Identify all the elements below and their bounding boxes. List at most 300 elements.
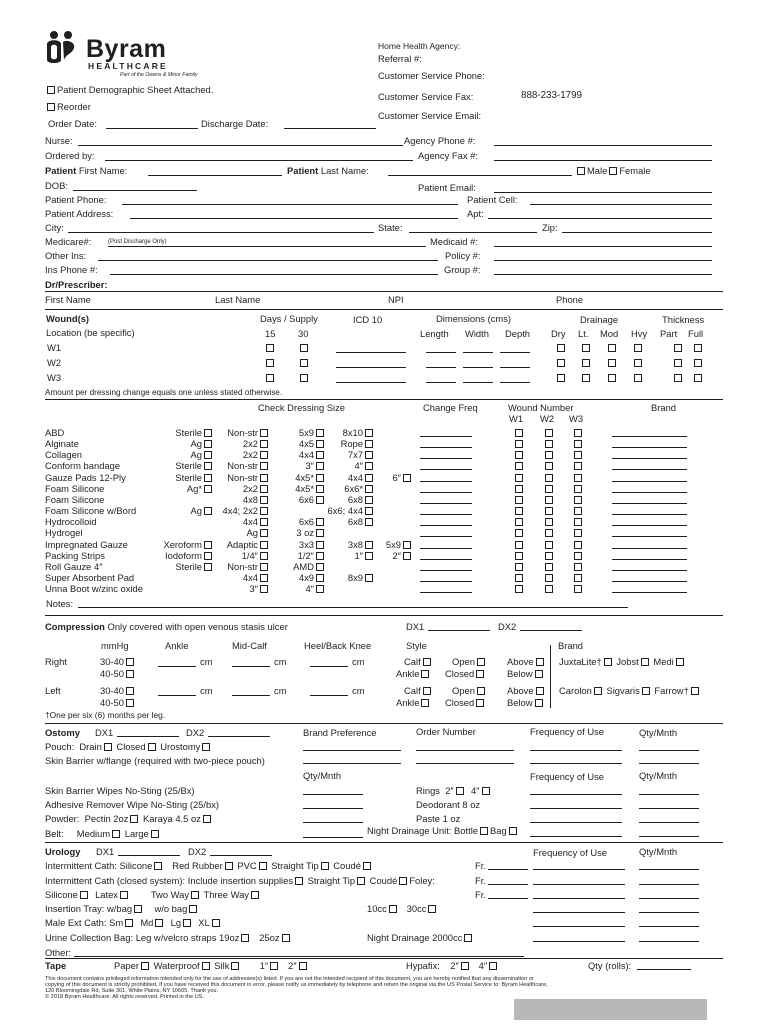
w3-mod-checkbox[interactable]: [608, 374, 616, 382]
dressing-size-checkbox[interactable]: [365, 429, 373, 437]
wound-w3-checkbox[interactable]: [574, 451, 582, 459]
right-30-40-checkbox[interactable]: [126, 658, 134, 666]
compression-dx1-field[interactable]: [428, 630, 490, 631]
paste-freq-field[interactable]: [530, 822, 622, 823]
right-closed-checkbox[interactable]: [476, 670, 484, 678]
dressing-size-checkbox[interactable]: [316, 529, 324, 537]
w1-part-checkbox[interactable]: [674, 344, 682, 352]
ostomy-qty-field-2[interactable]: [639, 763, 699, 764]
change-freq-field[interactable]: [420, 581, 472, 582]
dressing-size-checkbox[interactable]: [316, 462, 324, 470]
wound-w2-checkbox[interactable]: [545, 474, 553, 482]
dressing-size-checkbox[interactable]: [260, 496, 268, 504]
tape-2in-checkbox[interactable]: [299, 962, 307, 970]
wound-w2-checkbox[interactable]: [545, 574, 553, 582]
reorder-option[interactable]: [45, 102, 91, 111]
dressing-size-checkbox[interactable]: [204, 552, 212, 560]
agency-fax-field[interactable]: [494, 160, 712, 161]
left-calf-checkbox[interactable]: [423, 687, 431, 695]
urology-freq-field-6[interactable]: [533, 941, 625, 942]
dressing-size-checkbox[interactable]: [316, 585, 324, 593]
ostomy-brand-field-2[interactable]: [303, 763, 401, 764]
w1-icd-field[interactable]: [336, 352, 406, 353]
dressing-size-checkbox[interactable]: [365, 485, 373, 493]
dressing-size-checkbox[interactable]: [365, 574, 373, 582]
ostomy-order-field-1[interactable]: [416, 750, 514, 751]
wbag-checkbox[interactable]: [134, 905, 142, 913]
wobag-checkbox[interactable]: [189, 905, 197, 913]
night-unit-freq-field[interactable]: [530, 836, 622, 837]
change-freq-field[interactable]: [420, 458, 472, 459]
ostomy-order-field-2[interactable]: [416, 763, 514, 764]
w3-width-field[interactable]: [463, 382, 493, 383]
patient-email-field[interactable]: [494, 192, 712, 193]
zip-field[interactable]: [562, 232, 712, 233]
w1-depth-field[interactable]: [500, 352, 530, 353]
right-ankle-style-checkbox[interactable]: [421, 670, 429, 678]
group-field[interactable]: [494, 274, 712, 275]
fr-field-1[interactable]: [488, 869, 528, 870]
left-below-checkbox[interactable]: [535, 699, 543, 707]
w2-hvy-checkbox[interactable]: [634, 359, 642, 367]
insertion-supplies-checkbox[interactable]: [295, 877, 303, 885]
jobst-checkbox[interactable]: [641, 658, 649, 666]
urology-freq-field-2[interactable]: [533, 884, 625, 885]
dressing-size-checkbox[interactable]: [260, 574, 268, 582]
ostomy-dx1-field[interactable]: [117, 736, 179, 737]
silk-checkbox[interactable]: [231, 962, 239, 970]
w2-length-field[interactable]: [426, 367, 456, 368]
rings-2-checkbox[interactable]: [456, 787, 464, 795]
wound-w1-checkbox[interactable]: [515, 529, 523, 537]
wound-w2-checkbox[interactable]: [545, 462, 553, 470]
urology-dx2-field[interactable]: [210, 855, 272, 856]
notes-field[interactable]: [78, 607, 628, 608]
dressing-size-checkbox[interactable]: [365, 552, 373, 560]
wound-w1-checkbox[interactable]: [515, 541, 523, 549]
wound-w1-checkbox[interactable]: [515, 440, 523, 448]
fr-field-2[interactable]: [488, 884, 528, 885]
dressing-size-checkbox[interactable]: [316, 518, 324, 526]
dressing-brand-field[interactable]: [612, 548, 687, 549]
dressing-brand-field[interactable]: [612, 447, 687, 448]
juxtalite-checkbox[interactable]: [604, 658, 612, 666]
md-checkbox[interactable]: [155, 919, 163, 927]
ordered-by-field[interactable]: [105, 160, 413, 161]
right-below-checkbox[interactable]: [535, 670, 543, 678]
left-open-checkbox[interactable]: [477, 687, 485, 695]
dressing-size-checkbox[interactable]: [260, 541, 268, 549]
dressing-size-checkbox[interactable]: [204, 440, 212, 448]
dressing-size-checkbox[interactable]: [316, 440, 324, 448]
change-freq-field[interactable]: [420, 548, 472, 549]
25oz-checkbox[interactable]: [282, 934, 290, 942]
wound-w2-checkbox[interactable]: [545, 541, 553, 549]
paste-qty-field[interactable]: [639, 822, 699, 823]
tape-1in-checkbox[interactable]: [270, 962, 278, 970]
wipes-qty-field[interactable]: [303, 794, 363, 795]
state-field[interactable]: [409, 232, 537, 233]
demo-sheet-option[interactable]: [45, 85, 213, 94]
right-calf-checkbox[interactable]: [423, 658, 431, 666]
rings-qty-field[interactable]: [639, 794, 699, 795]
dressing-size-checkbox[interactable]: [365, 507, 373, 515]
dressing-size-checkbox[interactable]: [316, 552, 324, 560]
dressing-brand-field[interactable]: [612, 492, 687, 493]
w2-mod-checkbox[interactable]: [608, 359, 616, 367]
dressing-size-checkbox[interactable]: [260, 507, 268, 515]
dressing-brand-field[interactable]: [612, 581, 687, 582]
dressing-brand-field[interactable]: [612, 436, 687, 437]
pectin-checkbox[interactable]: [130, 815, 138, 823]
w1-length-field[interactable]: [426, 352, 456, 353]
urology-freq-field-3[interactable]: [533, 898, 625, 899]
dressing-size-checkbox[interactable]: [316, 496, 324, 504]
change-freq-field[interactable]: [420, 592, 472, 593]
urology-qty-field-4[interactable]: [639, 912, 699, 913]
rings-4-checkbox[interactable]: [482, 787, 490, 795]
wound-w2-checkbox[interactable]: [545, 451, 553, 459]
right-heel-field[interactable]: [310, 666, 348, 667]
dressing-brand-field[interactable]: [612, 592, 687, 593]
dressing-size-checkbox[interactable]: [260, 451, 268, 459]
dressing-brand-field[interactable]: [612, 503, 687, 504]
w3-lt-checkbox[interactable]: [582, 374, 590, 382]
urology-qty-field-2[interactable]: [639, 884, 699, 885]
wound-w3-checkbox[interactable]: [574, 440, 582, 448]
change-freq-field[interactable]: [420, 570, 472, 571]
wound-w1-checkbox[interactable]: [515, 552, 523, 560]
dressing-size-checkbox[interactable]: [365, 440, 373, 448]
w3-icd-field[interactable]: [336, 382, 406, 383]
wound-w3-checkbox[interactable]: [574, 529, 582, 537]
night-unit-qty-field[interactable]: [639, 836, 699, 837]
lg-checkbox[interactable]: [183, 919, 191, 927]
wound-w1-checkbox[interactable]: [515, 485, 523, 493]
w2-icd-field[interactable]: [336, 367, 406, 368]
other-ins-field[interactable]: [98, 260, 438, 261]
wound-w3-checkbox[interactable]: [574, 518, 582, 526]
w2-depth-field[interactable]: [500, 367, 530, 368]
w3-length-field[interactable]: [426, 382, 456, 383]
dressing-size-checkbox[interactable]: [260, 563, 268, 571]
wound-w2-checkbox[interactable]: [545, 529, 553, 537]
w2-lt-checkbox[interactable]: [582, 359, 590, 367]
medicare-field[interactable]: [108, 246, 426, 247]
wound-w1-checkbox[interactable]: [515, 496, 523, 504]
dressing-size-checkbox[interactable]: [204, 507, 212, 515]
left-30-40-checkbox[interactable]: [126, 687, 134, 695]
dressing-size-checkbox[interactable]: [260, 585, 268, 593]
w3-hvy-checkbox[interactable]: [634, 374, 642, 382]
dressing-size-checkbox[interactable]: [316, 563, 324, 571]
urostomy-checkbox[interactable]: [202, 743, 210, 751]
wound-w1-checkbox[interactable]: [515, 518, 523, 526]
dressing-size-checkbox[interactable]: [204, 541, 212, 549]
belt-large-checkbox[interactable]: [151, 830, 159, 838]
urology-qty-field-1[interactable]: [639, 869, 699, 870]
rings-freq-field[interactable]: [530, 794, 622, 795]
remover-qty-field[interactable]: [303, 808, 363, 809]
pvc-checkbox[interactable]: [259, 862, 267, 870]
change-freq-field[interactable]: [420, 503, 472, 504]
dressing-size-checkbox[interactable]: [260, 440, 268, 448]
dressing-brand-field[interactable]: [612, 458, 687, 459]
change-freq-field[interactable]: [420, 447, 472, 448]
dressing-brand-field[interactable]: [612, 536, 687, 537]
wound-w3-checkbox[interactable]: [574, 574, 582, 582]
w3-days-15-checkbox[interactable]: [266, 374, 274, 382]
wound-w1-checkbox[interactable]: [515, 585, 523, 593]
dressing-size-checkbox[interactable]: [365, 496, 373, 504]
change-freq-field[interactable]: [420, 559, 472, 560]
dressing-brand-field[interactable]: [612, 469, 687, 470]
wound-w2-checkbox[interactable]: [545, 552, 553, 560]
ostomy-brand-field-1[interactable]: [303, 750, 401, 751]
change-freq-field[interactable]: [420, 492, 472, 493]
hypafix-2in-checkbox[interactable]: [461, 962, 469, 970]
farrow-checkbox[interactable]: [691, 687, 699, 695]
qty-rolls-field[interactable]: [637, 969, 691, 970]
foley-silicone-checkbox[interactable]: [80, 891, 88, 899]
wound-w2-checkbox[interactable]: [545, 507, 553, 515]
belt-medium-checkbox[interactable]: [112, 830, 120, 838]
dressing-size-checkbox[interactable]: [365, 451, 373, 459]
leg-straps-checkbox[interactable]: [241, 934, 249, 942]
left-40-50-checkbox[interactable]: [126, 699, 134, 707]
nurse-field[interactable]: [78, 145, 403, 146]
w1-full-checkbox[interactable]: [694, 344, 702, 352]
wound-w1-checkbox[interactable]: [515, 474, 523, 482]
drain-checkbox[interactable]: [104, 743, 112, 751]
urology-qty-field-3[interactable]: [639, 898, 699, 899]
male-checkbox[interactable]: [577, 167, 585, 175]
left-ankle-style-checkbox[interactable]: [421, 699, 429, 707]
w1-width-field[interactable]: [463, 352, 493, 353]
apt-field[interactable]: [488, 218, 712, 219]
wound-w3-checkbox[interactable]: [574, 507, 582, 515]
right-open-checkbox[interactable]: [477, 658, 485, 666]
ins-phone-field[interactable]: [110, 274, 438, 275]
wound-w1-checkbox[interactable]: [515, 451, 523, 459]
w1-lt-checkbox[interactable]: [582, 344, 590, 352]
dressing-size-checkbox[interactable]: [365, 462, 373, 470]
fr-field-3[interactable]: [488, 898, 528, 899]
w1-days-30-checkbox[interactable]: [300, 344, 308, 352]
patient-phone-field[interactable]: [122, 204, 458, 205]
wound-w1-checkbox[interactable]: [515, 462, 523, 470]
change-freq-field[interactable]: [420, 436, 472, 437]
dressing-size-checkbox[interactable]: [365, 518, 373, 526]
change-freq-field[interactable]: [420, 525, 472, 526]
urology-dx1-field[interactable]: [118, 855, 180, 856]
w2-days-30-checkbox[interactable]: [300, 359, 308, 367]
w1-dry-checkbox[interactable]: [557, 344, 565, 352]
night-bottle-checkbox[interactable]: [480, 827, 488, 835]
ostomy-freq-field-2[interactable]: [530, 763, 622, 764]
dressing-size-checkbox[interactable]: [316, 485, 324, 493]
change-freq-field[interactable]: [420, 514, 472, 515]
wound-w3-checkbox[interactable]: [574, 496, 582, 504]
policy-field[interactable]: [494, 260, 712, 261]
wound-w2-checkbox[interactable]: [545, 440, 553, 448]
dressing-size-checkbox[interactable]: [260, 462, 268, 470]
urology-freq-field-4[interactable]: [533, 912, 625, 913]
medi-checkbox[interactable]: [676, 658, 684, 666]
ostomy-qty-field-1[interactable]: [639, 750, 699, 751]
female-checkbox[interactable]: [609, 167, 617, 175]
change-freq-field[interactable]: [420, 481, 472, 482]
w2-dry-checkbox[interactable]: [557, 359, 565, 367]
urology-qty-field-5[interactable]: [639, 926, 699, 927]
discharge-date-field[interactable]: [284, 128, 376, 129]
w2-full-checkbox[interactable]: [694, 359, 702, 367]
dressing-brand-field[interactable]: [612, 570, 687, 571]
w3-full-checkbox[interactable]: [694, 374, 702, 382]
ostomy-freq-field-1[interactable]: [530, 750, 622, 751]
city-field[interactable]: [68, 232, 374, 233]
urology-freq-field-1[interactable]: [533, 869, 625, 870]
night-bag-checkbox[interactable]: [509, 827, 517, 835]
closed-pouch-checkbox[interactable]: [148, 743, 156, 751]
urology-freq-field-5[interactable]: [533, 926, 625, 927]
agency-phone-field[interactable]: [494, 145, 712, 146]
dressing-size-checkbox[interactable]: [316, 474, 324, 482]
wound-w1-checkbox[interactable]: [515, 574, 523, 582]
wound-w2-checkbox[interactable]: [545, 585, 553, 593]
reorder-checkbox[interactable]: [47, 103, 55, 111]
dressing-brand-field[interactable]: [612, 481, 687, 482]
demo-sheet-checkbox[interactable]: [47, 86, 55, 94]
dressing-size-checkbox[interactable]: [260, 518, 268, 526]
latex-checkbox[interactable]: [120, 891, 128, 899]
dressing-brand-field[interactable]: [612, 525, 687, 526]
dressing-size-checkbox[interactable]: [204, 451, 212, 459]
right-midcalf-field[interactable]: [232, 666, 270, 667]
wound-w3-checkbox[interactable]: [574, 485, 582, 493]
hypafix-4in-checkbox[interactable]: [489, 962, 497, 970]
change-freq-field[interactable]: [420, 536, 472, 537]
change-freq-field[interactable]: [420, 469, 472, 470]
dressing-size-checkbox[interactable]: [403, 474, 411, 482]
night-2000-checkbox[interactable]: [464, 934, 472, 942]
w3-dry-checkbox[interactable]: [557, 374, 565, 382]
wound-w2-checkbox[interactable]: [545, 485, 553, 493]
dressing-size-checkbox[interactable]: [316, 451, 324, 459]
other-field[interactable]: [74, 956, 524, 957]
dressing-size-checkbox[interactable]: [365, 541, 373, 549]
belt-qty-field[interactable]: [303, 837, 363, 838]
wound-w2-checkbox[interactable]: [545, 563, 553, 571]
right-ankle-field[interactable]: [158, 666, 196, 667]
wound-w2-checkbox[interactable]: [545, 496, 553, 504]
medicaid-field[interactable]: [494, 246, 712, 247]
straight-tip-checkbox[interactable]: [321, 862, 329, 870]
wound-w1-checkbox[interactable]: [515, 429, 523, 437]
dressing-size-checkbox[interactable]: [365, 474, 373, 482]
dressing-size-checkbox[interactable]: [316, 541, 324, 549]
w3-part-checkbox[interactable]: [674, 374, 682, 382]
wound-w3-checkbox[interactable]: [574, 552, 582, 560]
ostomy-dx2-field[interactable]: [208, 736, 270, 737]
dressing-size-checkbox[interactable]: [204, 429, 212, 437]
two-way-checkbox[interactable]: [191, 891, 199, 899]
dressing-size-checkbox[interactable]: [316, 574, 324, 582]
dressing-size-checkbox[interactable]: [260, 552, 268, 560]
w1-days-15-checkbox[interactable]: [266, 344, 274, 352]
w2-width-field[interactable]: [463, 367, 493, 368]
closed-straight-tip-checkbox[interactable]: [357, 877, 365, 885]
left-closed-checkbox[interactable]: [476, 699, 484, 707]
w1-mod-checkbox[interactable]: [608, 344, 616, 352]
dressing-size-checkbox[interactable]: [204, 563, 212, 571]
dob-field[interactable]: [73, 190, 197, 191]
w3-days-30-checkbox[interactable]: [300, 374, 308, 382]
left-above-checkbox[interactable]: [536, 687, 544, 695]
right-40-50-checkbox[interactable]: [126, 670, 134, 678]
dressing-size-checkbox[interactable]: [316, 429, 324, 437]
sm-checkbox[interactable]: [125, 919, 133, 927]
patient-last-name-field[interactable]: [388, 175, 572, 176]
dressing-size-checkbox[interactable]: [260, 474, 268, 482]
patient-address-field[interactable]: [130, 218, 458, 219]
wound-w3-checkbox[interactable]: [574, 585, 582, 593]
carolon-checkbox[interactable]: [594, 687, 602, 695]
30cc-checkbox[interactable]: [428, 905, 436, 913]
deodorant-freq-field[interactable]: [530, 808, 622, 809]
wound-w3-checkbox[interactable]: [574, 563, 582, 571]
wound-w2-checkbox[interactable]: [545, 518, 553, 526]
wound-w3-checkbox[interactable]: [574, 429, 582, 437]
order-date-field[interactable]: [106, 128, 198, 129]
right-above-checkbox[interactable]: [536, 658, 544, 666]
urology-qty-field-6[interactable]: [639, 941, 699, 942]
three-way-checkbox[interactable]: [251, 891, 259, 899]
wound-w3-checkbox[interactable]: [574, 462, 582, 470]
wound-w3-checkbox[interactable]: [574, 541, 582, 549]
dressing-brand-field[interactable]: [612, 559, 687, 560]
left-heel-field[interactable]: [310, 695, 348, 696]
dressing-size-checkbox[interactable]: [204, 462, 212, 470]
dressing-brand-field[interactable]: [612, 514, 687, 515]
deodorant-qty-field[interactable]: [639, 808, 699, 809]
10cc-checkbox[interactable]: [389, 905, 397, 913]
w2-days-15-checkbox[interactable]: [266, 359, 274, 367]
dressing-size-checkbox[interactable]: [260, 485, 268, 493]
dressing-size-checkbox[interactable]: [260, 429, 268, 437]
wound-w1-checkbox[interactable]: [515, 507, 523, 515]
waterproof-checkbox[interactable]: [202, 962, 210, 970]
w3-depth-field[interactable]: [500, 382, 530, 383]
karaya-checkbox[interactable]: [203, 815, 211, 823]
w2-part-checkbox[interactable]: [674, 359, 682, 367]
dressing-size-checkbox[interactable]: [260, 529, 268, 537]
sigvaris-checkbox[interactable]: [642, 687, 650, 695]
left-midcalf-field[interactable]: [232, 695, 270, 696]
patient-cell-field[interactable]: [530, 204, 712, 205]
int-cath-silicone-checkbox[interactable]: [154, 862, 162, 870]
w1-hvy-checkbox[interactable]: [634, 344, 642, 352]
wound-w1-checkbox[interactable]: [515, 563, 523, 571]
closed-coude-checkbox[interactable]: [399, 877, 407, 885]
left-ankle-field[interactable]: [158, 695, 196, 696]
patient-first-name-field[interactable]: [148, 175, 282, 176]
compression-dx2-field[interactable]: [520, 630, 582, 631]
dressing-size-checkbox[interactable]: [403, 552, 411, 560]
powder-qty-field[interactable]: [303, 822, 363, 823]
dressing-size-checkbox[interactable]: [403, 541, 411, 549]
xl-checkbox[interactable]: [212, 919, 220, 927]
